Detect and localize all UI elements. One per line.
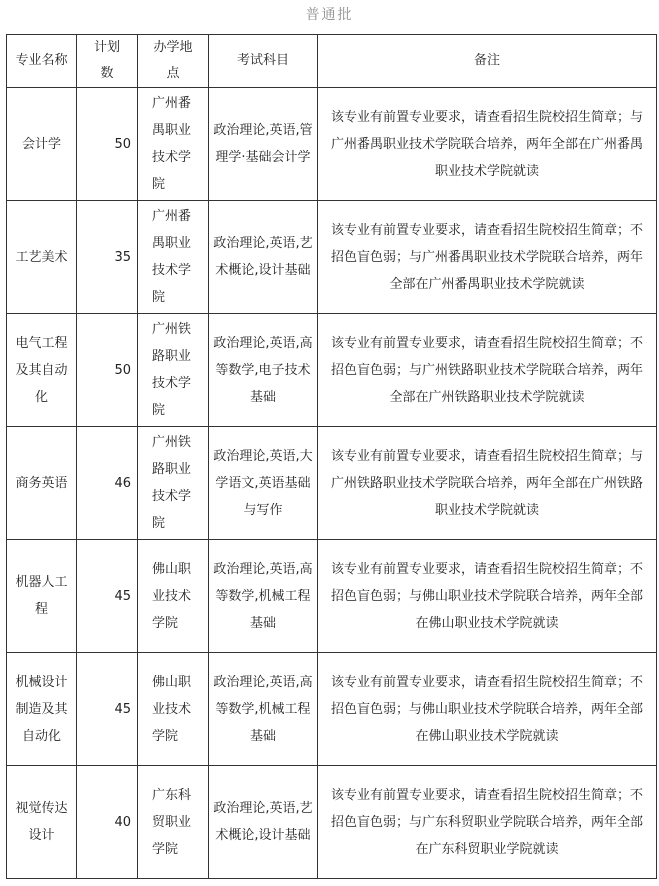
cell-subjects [209, 88, 318, 201]
cell-subjects [209, 314, 318, 427]
cell-plan [77, 314, 138, 427]
cell-location [138, 88, 209, 201]
cell-notes [318, 766, 657, 879]
exam-subjects: 政治理论,英语,艺术概论,设计基础 [213, 801, 313, 843]
cell-plan [77, 653, 138, 766]
notes-text: 该专业有前置专业要求，请查看招生院校招生简章；不招色盲色弱；与佛山职业技术学院联合培养，两年全部在佛山职业技术学院就读 [330, 674, 643, 744]
cell-subjects [209, 427, 318, 540]
major-name: 工艺美术 [15, 249, 68, 265]
table-row [7, 201, 657, 314]
major-name: 会计学 [21, 136, 61, 152]
plan-count: 50 [114, 136, 131, 152]
cell-plan [77, 427, 138, 540]
table-row [7, 314, 657, 427]
major-name: 机器人工程 [15, 575, 68, 617]
table-row [7, 653, 657, 766]
school-location: 广东科贸职业学院 [152, 787, 192, 857]
exam-subjects: 政治理论,英语,艺术概论,设计基础 [213, 236, 313, 278]
header-subjects: 考试科目 [209, 35, 318, 88]
plan-count: 35 [114, 249, 131, 265]
school-location: 佛山职业技术学院 [152, 561, 192, 631]
school-location: 佛山职业技术学院 [152, 674, 192, 744]
cell-plan [77, 88, 138, 201]
cell-subjects [209, 201, 318, 314]
cell-major [7, 540, 77, 653]
cell-notes [318, 653, 657, 766]
header-notes: 备注 [318, 35, 657, 88]
table-header-row [7, 35, 657, 88]
cell-location [138, 653, 209, 766]
admissions-table [6, 34, 657, 879]
header-plan [77, 35, 138, 88]
exam-subjects: 政治理论,英语,高等数学,电子技术基础 [213, 335, 313, 405]
table-row [7, 427, 657, 540]
exam-subjects: 政治理论,英语,高等数学,机械工程基础 [213, 561, 313, 631]
notes-text: 该专业有前置专业要求，请查看招生院校招生简章；不招色盲色弱；与广州番禺职业技术学院联合培养，两年全部在广州番禺职业技术学院就读 [330, 222, 643, 292]
notes-text: 该专业有前置专业要求，请查看招生院校招生简章；不招色盲色弱；与广州铁路职业技术学院联合培养，两年全部在广州铁路职业技术学院就读 [330, 335, 643, 405]
major-name: 机械设计制造及其自动化 [15, 674, 68, 744]
exam-subjects: 政治理论,英语,大学语文,英语基础与写作 [213, 448, 313, 518]
plan-count: 45 [114, 588, 131, 604]
cell-location [138, 314, 209, 427]
table-row [7, 540, 657, 653]
header-location-label: 办学地点 [153, 40, 193, 81]
table-row [7, 766, 657, 879]
cell-major [7, 653, 77, 766]
cell-location [138, 540, 209, 653]
table-row [7, 88, 657, 201]
cell-major [7, 314, 77, 427]
major-name: 视觉传达设计 [15, 801, 68, 843]
cell-subjects [209, 766, 318, 879]
school-location: 广州番禺职业技术学院 [152, 96, 192, 192]
cell-major [7, 201, 77, 314]
header-location [138, 35, 209, 88]
exam-subjects: 政治理论,英语,高等数学,机械工程基础 [213, 674, 313, 744]
exam-subjects: 政治理论,英语,管理学·基础会计学 [213, 123, 313, 165]
school-location: 广州番禺职业技术学院 [152, 209, 192, 305]
cell-subjects [209, 653, 318, 766]
cell-plan [77, 540, 138, 653]
cell-notes [318, 201, 657, 314]
school-location: 广州铁路职业技术学院 [152, 322, 192, 418]
cell-notes [318, 314, 657, 427]
notes-text: 该专业有前置专业要求，请查看招生院校招生简章；与广州番禺职业技术学院联合培养，两年全部在广州番禺职业技术学院就读 [330, 109, 643, 179]
notes-text: 该专业有前置专业要求，请查看招生院校招生简章；不招色盲色弱；与佛山职业技术学院联合培养，两年全部在佛山职业技术学院就读 [330, 561, 643, 631]
cell-notes [318, 88, 657, 201]
plan-count: 40 [114, 814, 131, 830]
header-plan-label: 计划数 [93, 40, 120, 81]
plan-count: 45 [114, 701, 131, 717]
cell-notes [318, 427, 657, 540]
plan-count: 50 [114, 362, 131, 378]
cell-major [7, 766, 77, 879]
cell-plan [77, 766, 138, 879]
notes-text: 该专业有前置专业要求，请查看招生院校招生简章；不招色盲色弱；与广东科贸职业学院联合培养，两年全部在广东科贸职业学院就读 [330, 787, 643, 857]
cell-major [7, 427, 77, 540]
notes-text: 该专业有前置专业要求，请查看招生院校招生简章；与广州铁路职业技术学院联合培养，两年全部在广州铁路职业技术学院就读 [330, 448, 643, 518]
plan-count: 46 [114, 475, 131, 491]
major-name: 电气工程及其自动化 [15, 335, 68, 405]
cell-location [138, 427, 209, 540]
cell-major [7, 88, 77, 201]
header-major-label: 专业名称 [15, 53, 68, 68]
page-title: 普通批 [305, 7, 354, 23]
school-location: 广州铁路职业技术学院 [152, 435, 192, 531]
header-major [7, 35, 77, 88]
major-name: 商务英语 [15, 475, 68, 491]
cell-location [138, 201, 209, 314]
cell-notes [318, 540, 657, 653]
cell-subjects [209, 540, 318, 653]
cell-location [138, 766, 209, 879]
cell-plan [77, 201, 138, 314]
